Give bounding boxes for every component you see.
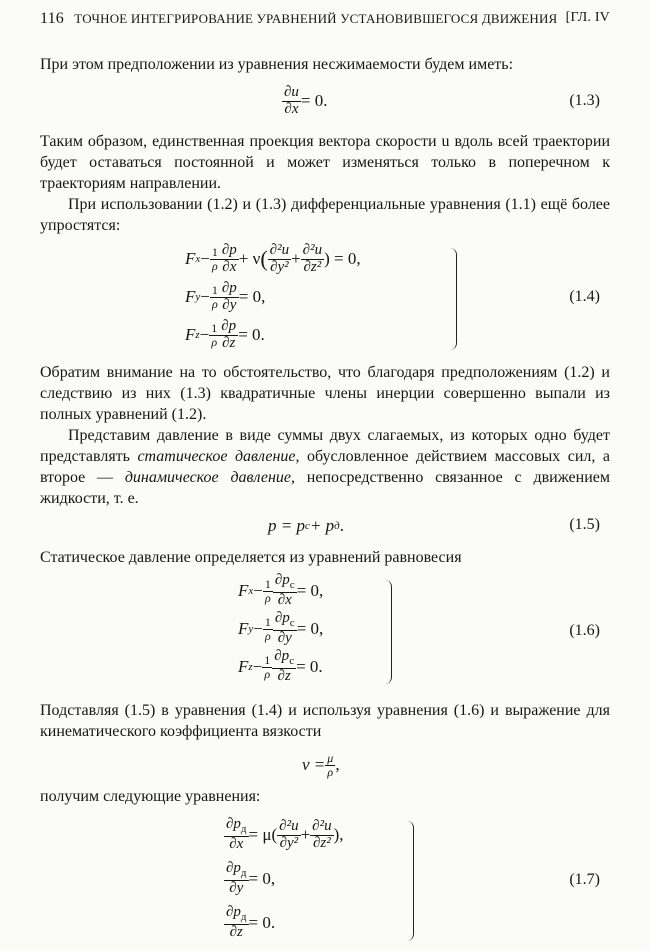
book-page <box>40 10 610 949</box>
paragraph: Подставляя (1.5) в уравнения (1.4) и используя уравнения (1.6) и выражение для кинематического коэффициента вязкости <box>40 702 610 740</box>
running-title: ТОЧНОЕ ИНТЕГРИРОВАНИЕ УРАВНЕНИЙ УСТАНОВИВШЕГОСЯ ДВИЖЕНИЯ <box>74 11 558 26</box>
equation-1-5: p = p c + p д . (1.5) <box>268 516 600 535</box>
equation-row: F y − $\frac{1}{\rho}$ $\frac{\partial p}{\partial y}$ = 0, <box>185 279 266 313</box>
right-brace <box>450 248 457 350</box>
equation-1-3 <box>40 79 610 123</box>
fraction-denominator: ∂x <box>284 100 299 117</box>
equation-1-4 <box>40 240 610 358</box>
equation-row: F x − $\frac{1}{\rho}$ $\frac{\partial p_c}{\partial x}$ = 0, <box>238 572 324 608</box>
emphasis: динамическое давление <box>124 469 291 486</box>
paragraph: Статическое давление определяется из уравнений равновесия <box>40 549 462 566</box>
equation-row: F z − $\frac{1}{\rho}$ $\frac{\partial p_c}{\partial z}$ = 0. <box>238 648 323 684</box>
equation-1-7 <box>40 813 610 949</box>
equation-number: (1.5) <box>569 516 600 533</box>
page-number: 116 <box>40 10 65 27</box>
paragraph: При использовании (1.2) и (1.3) дифференциальные уравнения (1.1) ещё более упростятся: <box>40 196 610 234</box>
equation-row: $\frac{\partial p_д}{\partial y}$ = 0, <box>226 860 276 896</box>
paragraph: Представим давление в виде суммы двух слагаемых, из которых одно будет представлять статическое давление, обусловленное действием массовых сил, а второе — динамическое давление, непосредственно связанное с движением жидкости, т. е. <box>40 427 610 507</box>
paragraph: При этом предположении из уравнения несжимаемости будем иметь: <box>40 56 514 73</box>
equation-row: F x − $\frac{1}{\rho}$ $\frac{\partial p}{\partial x}$ + ν ( $\frac{\text{∂²u}}{\text{∂y²}}$ + $\frac{\text{∂²u}}{\text{∂z²}}$ ) = 0, <box>185 241 361 275</box>
paragraph: получим следующие уравнения: <box>40 788 261 805</box>
fraction-numerator: ∂u <box>284 83 299 100</box>
paragraph: Таким образом, единственная проекция вектора скорости u вдоль всей траектории будет оставаться постоянной и может изменяться только в поперечном к траекториям направлении. <box>40 133 610 192</box>
right-brace <box>385 580 392 684</box>
equation-row: $\frac{\partial p_д}{\partial x}$ = μ( $\frac{\text{∂²u}}{\text{∂y²}}$ + $\frac{\text{∂²u}}{\text{∂z²}}$ ), <box>226 816 344 852</box>
equation-number: (1.6) <box>569 622 600 639</box>
chapter-label: [ГЛ. IV <box>565 10 610 25</box>
paragraph: Обратим внимание на то обстоятельство, что благодаря предположениям (1.2) и следствию из них (1.3) квадратичные члены инерции совершенно выпали из полных уравнений (1.2). <box>40 364 610 423</box>
equation-row: $\frac{\partial p_д}{\partial z}$ = 0. <box>226 904 276 940</box>
emphasis: статическое давление <box>137 448 296 465</box>
equation-1-6 <box>40 572 610 692</box>
equation-number: (1.3) <box>569 92 600 109</box>
equation-number: (1.7) <box>569 871 600 888</box>
equation-nu: ν = $\frac{\mu}{\rho}$ , <box>302 750 340 779</box>
equation-rhs: = 0. <box>300 91 328 110</box>
equation-number: (1.4) <box>569 288 600 305</box>
right-brace <box>407 821 414 941</box>
running-header <box>40 10 610 36</box>
equation-row: F z − $\frac{1}{\rho}$ $\frac{\partial p}{\partial z}$ = 0. <box>185 317 265 351</box>
equation-row: F y − $\frac{1}{\rho}$ $\frac{\partial p_c}{\partial y}$ = 0, <box>238 610 324 646</box>
